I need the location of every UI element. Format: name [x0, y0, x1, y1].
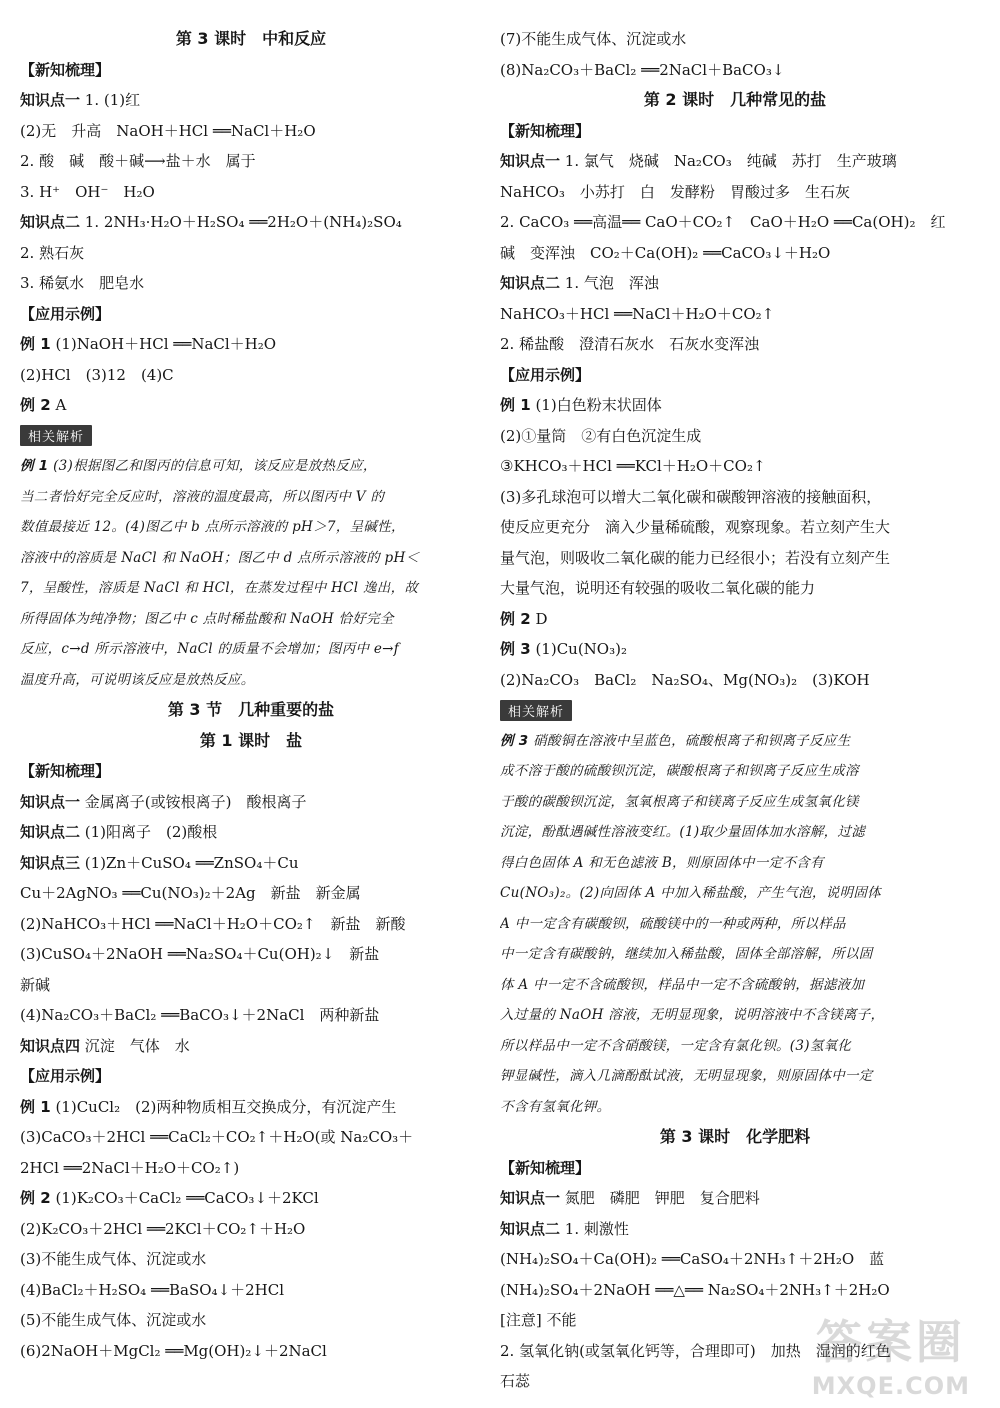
answer-line — [20, 146, 482, 177]
line-text: (NH₄)₂SO₄＋2NaOH ══△══ Na₂SO₄＋2NH₃↑＋2H₂O — [500, 1280, 890, 1299]
line-text: 氮肥 磷肥 钾肥 复合肥料 — [560, 1189, 760, 1207]
line-text: 所以样品中一定不含硝酸镁，一定含有氯化钡。(3)氢氧化 — [500, 1037, 852, 1054]
line-text: 1. 气泡 浑浊 — [560, 274, 659, 292]
answer-line — [20, 878, 482, 909]
line-text: 3. 稀氨水 肥皂水 — [20, 274, 145, 292]
line-text: 当二者恰好完全反应时，溶液的温度最高，所以图丙中 V 的 — [20, 488, 385, 505]
line-text: 2. 稀盐酸 澄清石灰水 石灰水变浑浊 — [500, 335, 760, 353]
line-text: A — [50, 396, 67, 414]
answer-line — [500, 634, 970, 665]
answer-line — [500, 24, 970, 55]
line-text: 【新知梳理】 — [20, 60, 111, 79]
analysis-tag: 相关解析 — [20, 425, 92, 446]
line-text: 中一定含有碳酸钠，继续加入稀盐酸，固体全部溶解，所以固 — [500, 946, 873, 962]
line-text: 体 A 中一定不含硫酸钡，样品中一定不含硫酸钠，据滤液加 — [500, 976, 865, 993]
answer-line — [20, 1183, 482, 1214]
answer-line — [20, 85, 482, 116]
line-text: 【新知梳理】 — [500, 1158, 591, 1177]
line-text: (8)Na₂CO₃＋BaCl₂ ══2NaCl＋BaCO₃↓ — [500, 60, 785, 79]
line-text: 1. 氯气 烧碱 Na₂CO₃ 纯碱 苏打 生产玻璃 — [560, 152, 897, 170]
analysis-tag-row — [20, 421, 482, 452]
line-text: (3)不能生成气体、沉淀或水 — [20, 1250, 207, 1268]
answer-line — [500, 421, 970, 452]
answer-line — [20, 390, 482, 421]
answer-line — [500, 665, 970, 696]
line-text: 金属离子(或铵根离子) 酸根离子 — [80, 792, 307, 811]
line-text: 1. 刺激性 — [560, 1219, 629, 1238]
item-label: 例 1 — [500, 396, 531, 414]
answer-line — [500, 390, 970, 421]
analysis-tag-row — [500, 695, 970, 726]
item-label: 知识点二 — [20, 213, 81, 231]
line-text: 钾显碱性，滴入几滴酚酞试液，无明显现象，则原固体中一定 — [500, 1068, 873, 1084]
answer-line — [20, 207, 482, 238]
line-text: 2. 氢氧化钠(或氢氧化钙等，合理即可) 加热 湿润的红色 — [500, 1341, 891, 1360]
section-heading — [20, 299, 482, 330]
answer-line — [20, 970, 482, 1001]
line-text: (1)NaOH＋HCl ══NaCl＋H₂O — [50, 335, 277, 353]
line-text: 使反应更充分 滴入少量稀硫酸，观察现象。若立刻产生大 — [500, 518, 891, 536]
line-text: 2. CaCO₃ ══高温══ CaO＋CO₂↑ CaO＋H₂O ══Ca(OH)₂ 红 — [500, 213, 946, 231]
line-text: (2)K₂CO₃＋2HCl ══2KCl＋CO₂↑＋H₂O — [20, 1219, 306, 1238]
analysis-line — [500, 1031, 970, 1062]
item-label: 知识点二 — [500, 1219, 561, 1238]
section-heading — [500, 116, 970, 147]
section-title — [500, 85, 970, 116]
answer-line — [500, 299, 970, 330]
line-text: 1. 2NH₃·H₂O＋H₂SO₄ ══2H₂O＋(NH₄)₂SO₄ — [80, 213, 402, 231]
line-text: 1. (1)红 — [80, 91, 141, 109]
line-text: 碱 变浑浊 CO₂＋Ca(OH)₂ ══CaCO₃↓＋H₂O — [500, 243, 831, 262]
item-label: 知识点三 — [20, 853, 81, 872]
line-text: (NH₄)₂SO₄＋Ca(OH)₂ ══CaSO₄＋2NH₃↑＋2H₂O 蓝 — [500, 1250, 885, 1268]
section-heading — [20, 1061, 482, 1092]
line-text: (2)NaHCO₃＋HCl ══NaCl＋H₂O＋CO₂↑ 新盐 新酸 — [20, 914, 406, 933]
line-text: 所得固体为纯净物；图乙中 c 点时稀盐酸和 NaOH 恰好完全 — [20, 610, 394, 627]
answer-line — [500, 451, 970, 482]
line-text: 2HCl ══2NaCl＋H₂O＋CO₂↑) — [20, 1158, 240, 1177]
line-text: (2)无 升高 NaOH＋HCl ══NaCl＋H₂O — [20, 121, 316, 140]
line-text: 大量气泡，说明还有较强的吸收二氧化碳的能力 — [500, 579, 816, 597]
line-text: D — [530, 609, 548, 628]
analysis-line — [500, 787, 970, 818]
line-text: 石蕊 — [500, 1372, 531, 1390]
line-text: 于酸的碳酸钡沉淀，氢氧根离子和镁离子反应生成氢氧化镁 — [500, 793, 859, 810]
answer-line — [500, 146, 970, 177]
item-label: 知识点一 — [20, 792, 81, 811]
analysis-line — [20, 512, 482, 543]
line-text: 3. H⁺ OH⁻ H₂O — [20, 182, 155, 201]
line-text: (3)根据图乙和图丙的信息可知，该反应是放热反应， — [48, 458, 377, 474]
answer-line — [20, 1305, 482, 1336]
line-text: (3)多孔球泡可以增大二氧化碳和碳酸钾溶液的接触面积， — [500, 487, 882, 506]
item-label: 例 1 — [20, 1097, 51, 1116]
item-label: 例 3 — [500, 732, 529, 749]
line-text: 量气泡，则吸收二氧化碳的能力已经很小；若没有立刻产生 — [500, 548, 891, 567]
analysis-line — [500, 970, 970, 1001]
analysis-line — [20, 543, 482, 574]
answer-line — [500, 604, 970, 635]
item-label: 知识点二 — [500, 274, 561, 292]
analysis-line — [500, 1061, 970, 1092]
answer-line — [20, 1275, 482, 1306]
answer-line — [20, 1122, 482, 1153]
item-label: 例 2 — [500, 609, 531, 628]
answer-line — [500, 573, 970, 604]
line-text: (7)不能生成气体、沉淀或水 — [500, 30, 687, 48]
analysis-line — [20, 573, 482, 604]
section-heading — [500, 1153, 970, 1184]
item-label: 例 2 — [20, 396, 51, 414]
answer-line — [20, 177, 482, 208]
answer-line — [20, 787, 482, 818]
item-label: 例 3 — [500, 640, 531, 658]
section-heading — [500, 360, 970, 391]
analysis-line — [20, 604, 482, 635]
item-label: 知识点二 — [20, 823, 81, 841]
watermark-logo — [812, 1306, 970, 1400]
answer-line — [20, 848, 482, 879]
item-label: 知识点一 — [500, 1189, 561, 1207]
answer-line — [500, 55, 970, 86]
answer-line — [20, 360, 482, 391]
line-text: (3)CaCO₃＋2HCl ══CaCl₂＋CO₂↑＋H₂O(或 Na₂CO₃＋ — [20, 1128, 414, 1146]
answer-line — [500, 512, 970, 543]
line-text: 第 1 课时 盐 — [199, 730, 303, 750]
line-text: 第 3 课时 中和反应 — [175, 29, 327, 48]
answer-line — [500, 207, 970, 238]
item-label: 例 1 — [20, 458, 49, 474]
answer-line — [500, 543, 970, 574]
answer-line — [20, 1092, 482, 1123]
watermark-domain: MXQE.COM — [811, 1372, 970, 1400]
line-text: 7，呈酸性，溶质是 NaCl 和 HCl，在蒸发过程中 HCl 逸出，故 — [20, 580, 419, 596]
answer-line — [500, 1214, 970, 1245]
analysis-line — [20, 482, 482, 513]
line-text: Cu＋2AgNO₃ ══Cu(NO₃)₂＋2Ag 新盐 新金属 — [20, 884, 361, 902]
line-text: 温度升高，可说明该反应是放热反应。 — [20, 671, 255, 688]
line-text: 2. 酸 碱 酸＋碱⟶盐＋水 属于 — [20, 152, 256, 170]
analysis-line — [500, 817, 970, 848]
answer-line — [500, 268, 970, 299]
line-text: (1)K₂CO₃＋CaCl₂ ══CaCO₃↓＋2KCl — [50, 1189, 319, 1207]
item-label: 知识点一 — [20, 91, 81, 109]
analysis-line — [20, 665, 482, 696]
analysis-line — [500, 1092, 970, 1123]
section-heading — [20, 55, 482, 86]
left-column — [20, 24, 482, 1408]
analysis-line — [500, 1000, 970, 1031]
section-heading — [20, 756, 482, 787]
section-title — [20, 726, 482, 757]
item-label: 知识点一 — [500, 152, 561, 170]
analysis-line — [20, 451, 482, 482]
line-text: 沉淀，酚酞遇碱性溶液变红。(1)取少量固体加水溶解，过滤 — [500, 824, 866, 840]
line-text: 第 3 课时 化学肥料 — [659, 1127, 811, 1146]
answer-line — [20, 1031, 482, 1062]
line-text: 得白色固体 A 和无色滤液 B，则原固体中一定不含有 — [500, 854, 824, 871]
line-text: 【应用示例】 — [20, 304, 111, 323]
analysis-line — [20, 634, 482, 665]
line-text: (1)阳离子 (2)酸根 — [80, 823, 218, 841]
answer-line — [500, 1183, 970, 1214]
answer-line — [20, 329, 482, 360]
line-text: (2)①量筒 ②有白色沉淀生成 — [500, 426, 702, 445]
line-text: (2)HCl (3)12 (4)C — [20, 365, 174, 384]
line-text: (2)Na₂CO₃ BaCl₂ Na₂SO₄、Mg(NO₃)₂ (3)KOH — [500, 670, 870, 689]
line-text: (1)CuCl₂ (2)两种物质相互交换成分，有沉淀产生 — [50, 1097, 397, 1116]
line-text: (4)Na₂CO₃＋BaCl₂ ══BaCO₃↓＋2NaCl 两种新盐 — [20, 1006, 380, 1024]
line-text: (1)白色粉末状固体 — [530, 396, 662, 414]
line-text: ③KHCO₃＋HCl ══KCl＋H₂O＋CO₂↑ — [500, 457, 766, 475]
line-text: 新碱 — [20, 975, 51, 994]
line-text: 入过量的 NaOH 溶液，无明显现象，说明溶液中不含镁离子， — [500, 1007, 885, 1023]
answer-line — [20, 939, 482, 970]
line-text: 【应用示例】 — [20, 1067, 111, 1085]
item-label: 例 2 — [20, 1189, 51, 1207]
analysis-line — [500, 909, 970, 940]
line-text: (4)BaCl₂＋H₂SO₄ ══BaSO₄↓＋2HCl — [20, 1280, 285, 1299]
analysis-line — [500, 878, 970, 909]
section-title — [500, 1122, 970, 1153]
line-text: A 中一定含有碳酸钡，硫酸镁中的一种或两种，所以样品 — [500, 915, 846, 932]
line-text: 第 3 节 几种重要的盐 — [167, 700, 335, 719]
line-text: 数值最接近 12。(4)图乙中 b 点所示溶液的 pH＞7，呈碱性， — [20, 519, 405, 535]
line-text: Cu(NO₃)₂。(2)向固体 A 中加入稀盐酸，产生气泡，说明固体 — [500, 885, 881, 901]
line-text: 2. 熟石灰 — [20, 243, 85, 262]
section-title — [20, 695, 482, 726]
answer-line — [20, 1214, 482, 1245]
line-text: (6)2NaOH＋MgCl₂ ══Mg(OH)₂↓＋2NaCl — [20, 1341, 327, 1360]
watermark-text: 答案圈 — [815, 1315, 966, 1369]
answer-line — [20, 1000, 482, 1031]
answer-line — [500, 177, 970, 208]
line-text: 溶液中的溶质是 NaCl 和 NaOH；图乙中 d 点所示溶液的 pH＜ — [20, 549, 420, 566]
answer-line — [20, 116, 482, 147]
line-text: 沉淀 气体 水 — [80, 1036, 190, 1055]
answer-line — [500, 482, 970, 513]
item-label: 知识点四 — [20, 1036, 81, 1055]
line-text: 成不溶于酸的硫酸钡沉淀，碳酸根离子和钡离子反应生成溶 — [500, 763, 859, 779]
line-text: 【新知梳理】 — [20, 762, 111, 780]
answer-line — [500, 329, 970, 360]
answer-line — [20, 238, 482, 269]
analysis-line — [500, 939, 970, 970]
right-column — [500, 24, 970, 1408]
item-label: 例 1 — [20, 335, 51, 353]
analysis-line — [500, 756, 970, 787]
answer-line — [500, 1244, 970, 1275]
line-text: 第 2 课时 几种常见的盐 — [643, 90, 827, 109]
analysis-line — [500, 848, 970, 879]
line-text: 【新知梳理】 — [500, 121, 591, 140]
answer-line — [20, 1153, 482, 1184]
line-text: [注意] 不能 — [500, 1311, 577, 1329]
answer-line — [20, 1336, 482, 1367]
section-title — [20, 24, 482, 55]
answer-line — [20, 268, 482, 299]
line-text: NaHCO₃＋HCl ══NaCl＋H₂O＋CO₂↑ — [500, 304, 775, 323]
line-text: (5)不能生成气体、沉淀或水 — [20, 1311, 207, 1329]
analysis-line — [500, 726, 970, 757]
line-text: 硝酸铜在溶液中呈蓝色，硫酸根离子和钡离子反应生 — [528, 732, 851, 749]
analysis-tag: 相关解析 — [500, 700, 572, 721]
line-text: 【应用示例】 — [500, 365, 591, 384]
answer-line — [20, 1244, 482, 1275]
line-text: 反应，c→d 所示溶液中，NaCl 的质量不会增加；图丙中 e→f — [20, 641, 400, 657]
line-text: 不含有氢氧化钾。 — [500, 1098, 611, 1115]
answer-line — [20, 909, 482, 940]
line-text: NaHCO₃ 小苏打 白 发酵粉 胃酸过多 生石灰 — [500, 182, 850, 201]
answer-line — [500, 1275, 970, 1306]
line-text: (1)Zn＋CuSO₄ ══ZnSO₄＋Cu — [80, 853, 299, 872]
line-text: (1)Cu(NO₃)₂ — [530, 640, 627, 658]
answer-line — [20, 817, 482, 848]
line-text: (3)CuSO₄＋2NaOH ══Na₂SO₄＋Cu(OH)₂↓ 新盐 — [20, 945, 380, 963]
answer-line — [500, 238, 970, 269]
